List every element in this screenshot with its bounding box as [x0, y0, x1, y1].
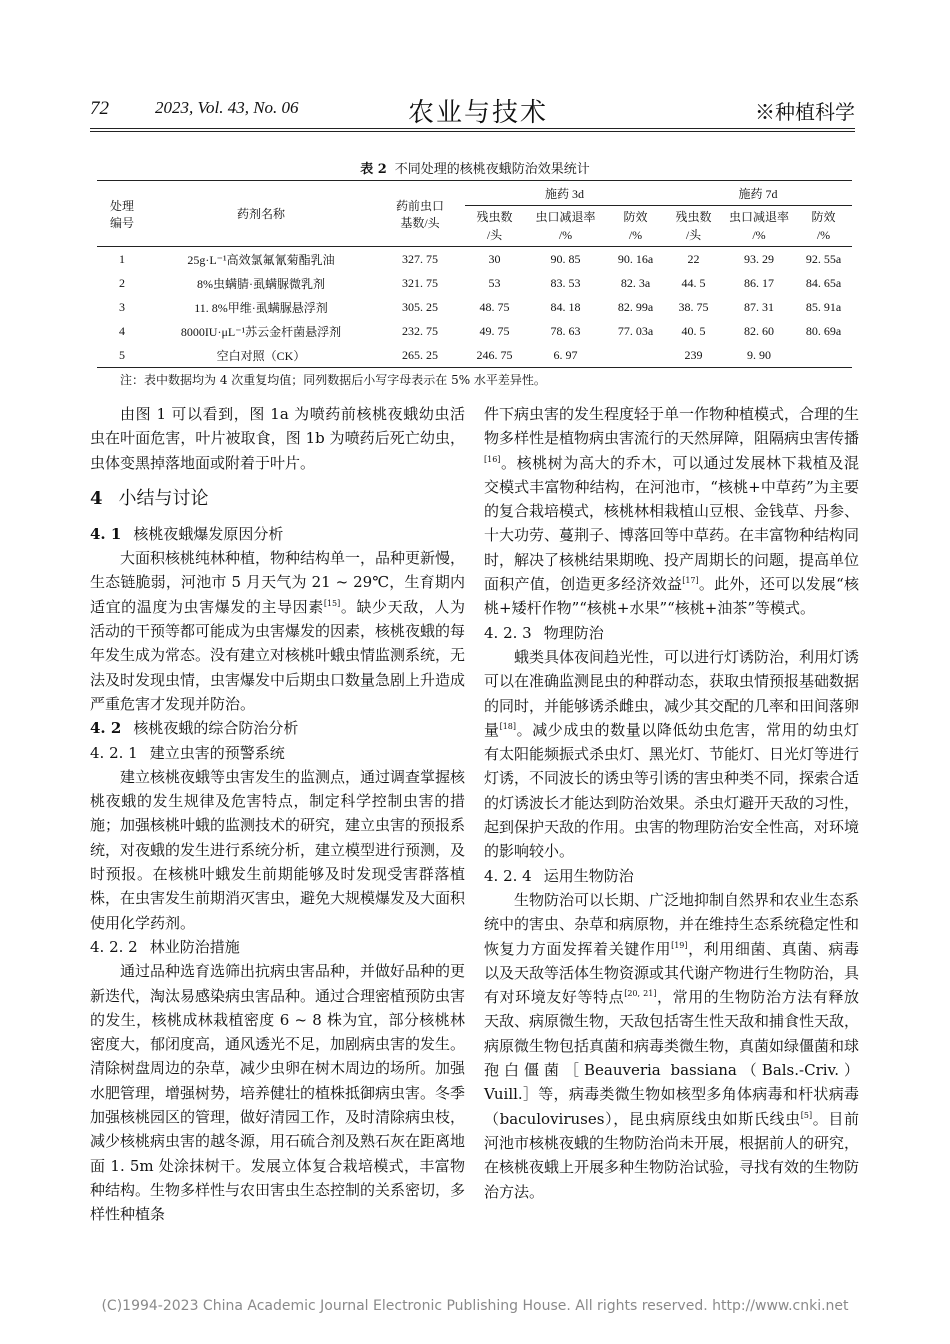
subheader-efficacy-7d: 防效 /% — [795, 206, 852, 247]
section-heading-4-1: 4. 1 核桃夜蛾爆发原因分析 — [90, 524, 284, 543]
results-table — [97, 180, 852, 368]
subheader-reduction-7d: 虫口减退率 /% — [723, 206, 795, 247]
intro-paragraph: 由图 1 可以看到，图 1a 为喷药前核桃夜蛾幼虫活虫在叶面危害，叶片被取食，图 1b 为喷药后死亡幼虫，虫体变黑掉落地面或附着于叶片。 — [90, 405, 465, 472]
table-caption-label: 表 2 — [360, 162, 387, 177]
col-header-agent: 药剂名称 — [147, 181, 375, 247]
col-header-base: 药前虫口 基数/头 — [375, 181, 465, 247]
citation: [18] — [499, 721, 517, 731]
table-row: 1 25g·L⁻¹高效氯氟氰菊酯乳油 327. 75 30 90. 85 90. 16a 22 93. 29 92. 55a — [119, 251, 842, 267]
citation: [17] — [682, 576, 699, 586]
citation: [16] — [484, 454, 501, 464]
subheader-residual-3d: 残虫数 /头 — [465, 206, 524, 247]
subheader-efficacy-3d: 防效 /% — [607, 206, 664, 247]
running-header — [90, 92, 855, 128]
header-rule-top — [90, 128, 855, 129]
paragraph-4-2-3: 蛾类具体夜间趋光性，可以进行灯诱防治，利用灯诱可以在准确监测昆虫的种群动态，获取虫情预报基础数据的同时，并能够诱杀雌虫，减少其交配的几率和田间落卵量[18]。减少成虫的数量以降低幼虫危害，常用的幼虫灯有太阳能频振式杀虫灯、黑光灯、节能灯、日光灯等进行灯诱，不同波长的诱虫等引诱的害虫种类不同，探索合适的灯诱波长才能达到防治效果。杀虫灯避开天敌的习性，起到保护天敌的作用。虫害的物理防治安全性高，对环境的影响较小。 — [484, 647, 860, 861]
issue-info: 2023, Vol. 43, No. 06 — [155, 98, 299, 117]
section-heading-4: 4 小结与讨论 — [90, 487, 209, 509]
paragraph-4-2-2-continued: 件下病虫害的发生程度轻于单一作物种植模式，合理的生物多样性是植物病虫害流行的天然屏障，阻隔病虫害传播[16]。核桃树为高大的乔木，可以通过发展林下栽植及混交模式丰富物种结构，在河池市，“核桃+中草药”为主要的复合栽培模式，核桃林相栽植山豆根、金钱草、丹参、十大功劳、蔓荆子、博落回等中草药。在丰富物种结构同时，解决了核桃结果期晚、投产周期长的问题，提高单位面积产值，创造更多经济效益[17]。此外，还可以发展“核桃+矮杆作物”“核桃+水果”“核桃+油茶”等模式。 — [484, 405, 860, 618]
citation: [19] — [671, 940, 688, 950]
table-caption — [0, 158, 950, 177]
section-heading-4-2-1: 4. 2. 1 建立虫害的预警系统 — [90, 743, 285, 762]
journal-title: 农业与技术 — [408, 98, 549, 128]
page-number: 72 — [90, 98, 109, 119]
section-heading-4-2-4: 4. 2. 4 运用生物防治 — [484, 866, 634, 885]
citation: [15] — [323, 598, 341, 608]
subheader-reduction-3d: 虫口减退率 /% — [524, 206, 607, 247]
table-row: 3 11. 8%甲维·虱螨脲悬浮剂 305. 25 48. 75 84. 18 82. 99a 38. 75 87. 31 85. 91a — [119, 299, 842, 315]
paragraph-4-1: 大面积核桃纯林种植，物种结构单一，品种更新慢，生态链脆弱，河池市 5 月天气为 21 ~ 29℃，生育期内适宜的温度为虫害爆发的主导因素[15]。缺少天敌，人为活动的干预等都可能成为虫害爆发的因素，核桃夜蛾的每年发生成为常态。没有建立对核桃叶蛾虫情监测系统，无法及时发现虫情，虫害爆发中后期虫口数量急剧上升造成严重危害才发现并防治。 — [90, 549, 466, 713]
copyright-footer: (C)1994-2023 China Academic Journal Electronic Publishing House. All rights reserved. http://www.cnki.net — [101, 1298, 849, 1314]
citation: [20, 21] — [624, 989, 657, 999]
table-row: 4 8000IU·μL⁻¹苏云金杆菌悬浮剂 232. 75 49. 75 78. 63 77. 03a 40. 5 82. 60 80. 69a — [119, 323, 842, 339]
col-header-id: 处理 编号 — [97, 181, 147, 247]
table-note: 注：表中数据均为 4 次重复均值；同列数据后小写字母表示在 5% 水平差异性。 — [120, 373, 546, 387]
left-column — [90, 402, 465, 1227]
section-heading-4-2-2: 4. 2. 2 林业防治措施 — [90, 937, 240, 956]
section-heading-4-2: 4. 2 核桃夜蛾的综合防治分析 — [90, 719, 299, 738]
section-heading-4-2-3: 4. 2. 3 物理防治 — [484, 623, 604, 642]
right-column — [484, 402, 859, 1204]
group-header-3d: 施药 3d — [465, 181, 664, 206]
table-caption-title: 不同处理的核桃夜蛾防治效果统计 — [394, 162, 590, 177]
table-row: 2 8%虫螨腈·虱螨脲微乳剂 321. 75 53 83. 53 82. 3a 44. 5 86. 17 84. 65a — [119, 275, 842, 291]
paragraph-4-2-4: 生物防治可以长期、广泛地抑制自然界和农业生态系统中的害虫、杂草和病原物，并在维持生态系统稳定性和恢复力方面发挥着关键作用[19]，利用细菌、真菌、病毒以及天敌等活体生物资源或其代谢产物进行生物防治，具有对环境友好等特点[20, 21]，常用的生物防治方法有释放天敌、病原微生物，天敌包括寄生性天敌和捕食性天敌，病原微生物包括真菌和病毒类微生物，真菌如绿僵菌和球孢白僵菌［Beauveria bassiana（Bals.-Criv.）Vuill.］等，病毒类微生物如核型多角体病毒和杆状病毒（baculoviruses），昆虫病原线虫如斯氏线虫[5]。目前河池市核桃夜蛾的生物防治尚未开展，根据前人的研究，在核桃夜蛾上开展多种生物防治试验，寻找有效的生物防治方法。 — [484, 890, 860, 1201]
group-header-7d: 施药 7d — [664, 181, 852, 206]
header-rule-bottom — [90, 131, 855, 132]
subheader-residual-7d: 残虫数 /头 — [664, 206, 723, 247]
paragraph-4-2-2: 通过品种选育选筛出抗病虫害品种，并做好品种的更新迭代，淘汰易感染病虫害品种。通过合理密植预防虫害的发生，核桃成林栽植密度 6 ~ 8 株为宜，部分核桃林密度大，郁闭度高，通风透光不足，加剧病虫害的发生。清除树盘周边的杂草，减少虫卵在树木周边的场所。加强水肥管理，增强树势，培养健壮的植株抵御病虫害。冬季加强核桃园区的管理，做好清园工作，及时清除病虫枝，减少核桃病虫害的越冬源，用石硫合剂及熟石灰在距离地面 1. 5m 处涂抹树干。发展立体复合栽培模式，丰富物种结构。生物多样性与农田害虫生态控制的关系密切，多样性种植条 — [90, 962, 466, 1224]
section-label: ※种植科学 — [755, 100, 855, 124]
table-row: 5 空白对照（CK） 265. 25 246. 75 6. 97 239 9. 90 — [97, 343, 852, 368]
citation: [5] — [800, 1110, 813, 1120]
paragraph-4-2-1: 建立核桃夜蛾等虫害发生的监测点，通过调查掌握核桃夜蛾的发生规律及危害特点，制定科学控制虫害的措施；加强核桃叶蛾的监测技术的研究，建立虫害的预报系统，对夜蛾的发生进行系统分析，建立模型进行预测，及时预报。在核桃叶蛾发生前期能够及时发现受害群落植株，在虫害发生前期消灭害虫，避免大规模爆发及大面积使用化学药剂。 — [90, 767, 466, 932]
